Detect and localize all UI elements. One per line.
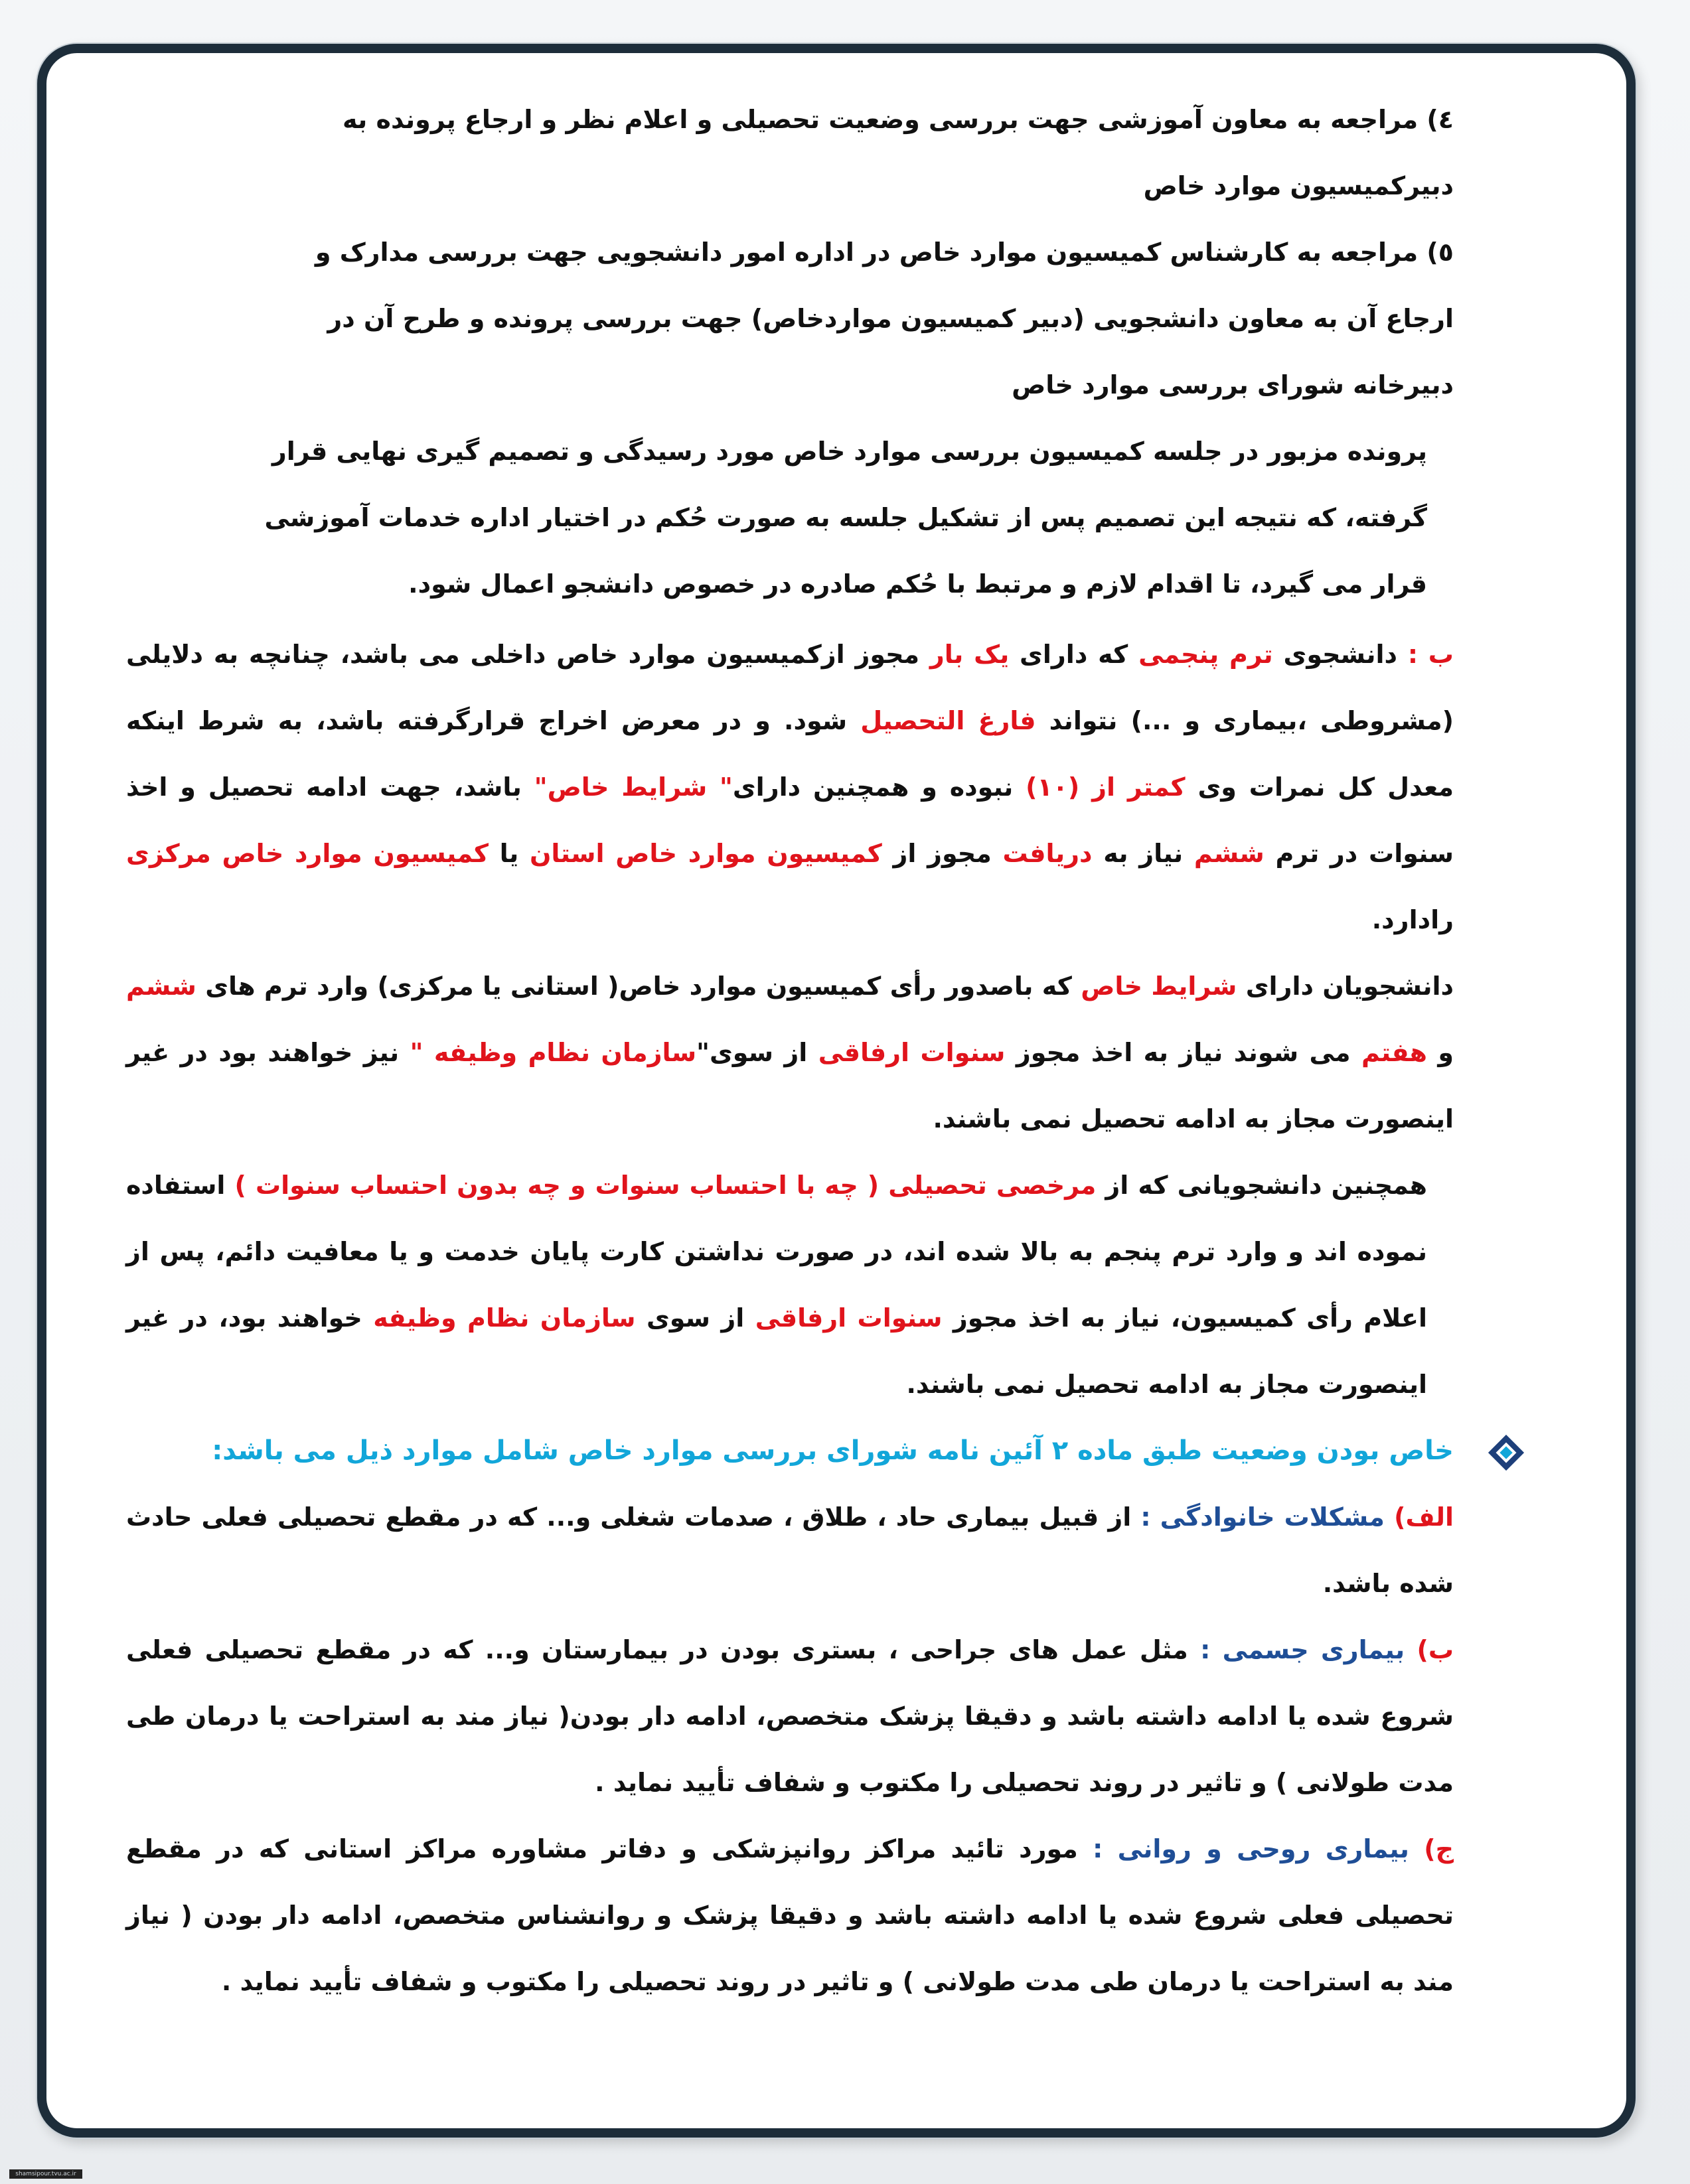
item-4-line-2: دبیرکمیسیون موارد خاص (1143, 171, 1454, 200)
item-jim-label: بیماری روحی و روانی : (1093, 1834, 1424, 1863)
diamond-bullet-icon (1487, 1433, 1525, 1472)
section-heading-text: خاص بودن وضعیت طبق ماده ۲ آئین نامه شورای بررسی موارد خاص شامل موارد ذیل می باشد: (212, 1435, 1454, 1466)
paragraph-b: ب : دانشجوی ترم پنجمی که دارای یک بار مجوز ازکمیسیون موارد خاص داخلی می باشد، چنانچه به دلایلی (مشروطی ،بیماری و ...) نتواند فارغ التحصیل شود. و در معرض اخراج قرارگرفته باشد، به شرط اینکه معدل کل نمرات وی کمتر از (۱۰) نبوده و همچنین دارای" شرایط خاص" باشد، جهت ادامه تحصیل و اخذ سنوات در ترم ششم نیاز به دریافت مجوز از کمیسیون موارد خاص استان یا کمیسیون موارد خاص مرکزی رادارد. (126, 640, 1454, 934)
item-5-line-3: دبیرخانه شورای بررسی موارد خاص (1012, 370, 1454, 400)
section-heading (126, 1418, 1454, 1484)
item-alef-label: مشکلات خانوادگی : (1140, 1502, 1395, 1532)
paragraph-academic-leave: همچنین دانشجویانی که از مرخصی تحصیلی ( چه با احتساب سنوات و چه بدون احتساب سنوات ) استفاده نموده اند و وارد ترم پنجم به بالا شده اند، در صورت نداشتن کارت پایان خدمت و یا معافیت دائم، پس از اعلام رأی کمیسیون، نیاز به اخذ مجوز سنوات ارفاقی از سوی سازمان نظام وظیفه خواهند بود، در غیر اینصورت مجاز به ادامه تحصیل نمی باشند. (126, 1171, 1428, 1399)
dossier-line-3: قرار می گیرد، تا اقدام لازم و مرتبط با حُکم صادره در خصوص دانشجو اعمال شود. (408, 569, 1427, 599)
document-body (126, 86, 1454, 2015)
item-jim (126, 1816, 1454, 2015)
item-be-text: مثل عمل های جراحی ، بستری بودن در بیمارستان و... که در مقطع تحصیلی فعلی شروع شده یا ادامه داشته باشد و دقیقا پزشک متخصص، ادامه دار بودن( نیاز مند به استراحت یا درمان طی مدت طولانی ) و تاثیر در روند تحصیلی را مکتوب و شفاف تأیید نماید . (126, 1635, 1454, 1797)
paragraph-b-marker: ب : (1407, 640, 1454, 669)
item-5-line-2: ارجاع آن به معاون دانشجویی (دبیر کمیسیون مواردخاص) جهت بررسی پرونده و طرح آن در (327, 304, 1454, 333)
item-5-line-1: ٥) مراجعه به کارشناس کمیسیون موارد خاص در اداره امور دانشجویی جهت بررسی مدارک و (315, 238, 1454, 267)
item-4-line-1: ٤) مراجعه به معاون آموزشی جهت بررسی وضعیت تحصیلی و اعلام نظر و ارجاع پرونده به (342, 105, 1454, 134)
item-alef-text: از قبیل بیماری حاد ، طلاق ، صدمات شغلی و... که در مقطع تحصیلی فعلی حادث شده باشد. (126, 1502, 1454, 1598)
dossier-line-2: گرفته، که نتیجه این تصمیم پس از تشکیل جلسه به صورت حُکم در اختیار اداره خدمات آموزشی (264, 503, 1427, 532)
item-be (126, 1617, 1454, 1816)
item-be-marker: ب) (1417, 1635, 1454, 1664)
dossier-line-1: پرونده مزبور در جلسه کمیسیون بررسی موارد خاص مورد رسیدگی و تصمیم گیری نهایی قرار (271, 437, 1427, 466)
item-alef (126, 1484, 1454, 1617)
item-jim-marker: ج) (1424, 1834, 1454, 1863)
paragraph-special-conditions: دانشجویان دارای شرایط خاص که باصدور رأی کمیسیون موارد خاص( استانی یا مرکزی) وارد ترم های ششم و هفتم می شوند نیاز به اخذ مجوز سنوات ارفاقی از سوی"سازمان نظام وظیفه " نیز خواهند بود در غیر اینصورت مجاز به ادامه تحصیل نمی باشند. (126, 972, 1454, 1133)
item-jim-text: مورد تائید مراکز روانپزشکی و دفاتر مشاوره مراکز استانی که در مقطع تحصیلی فعلی شروع شده یا ادامه داشته باشد و دقیقا پزشک و روانشناس متخصص، ادامه دار بودن ( نیاز مند به استراحت یا درمان طی مدت طولانی ) و تاثیر در روند تحصیلی را مکتوب و شفاف تأیید نماید . (126, 1834, 1454, 1996)
item-be-label: بیماری جسمی : (1200, 1635, 1417, 1664)
item-alef-marker: الف) (1394, 1502, 1454, 1532)
footer-watermark: shamsipour.tvu.ac.ir (9, 2169, 82, 2179)
